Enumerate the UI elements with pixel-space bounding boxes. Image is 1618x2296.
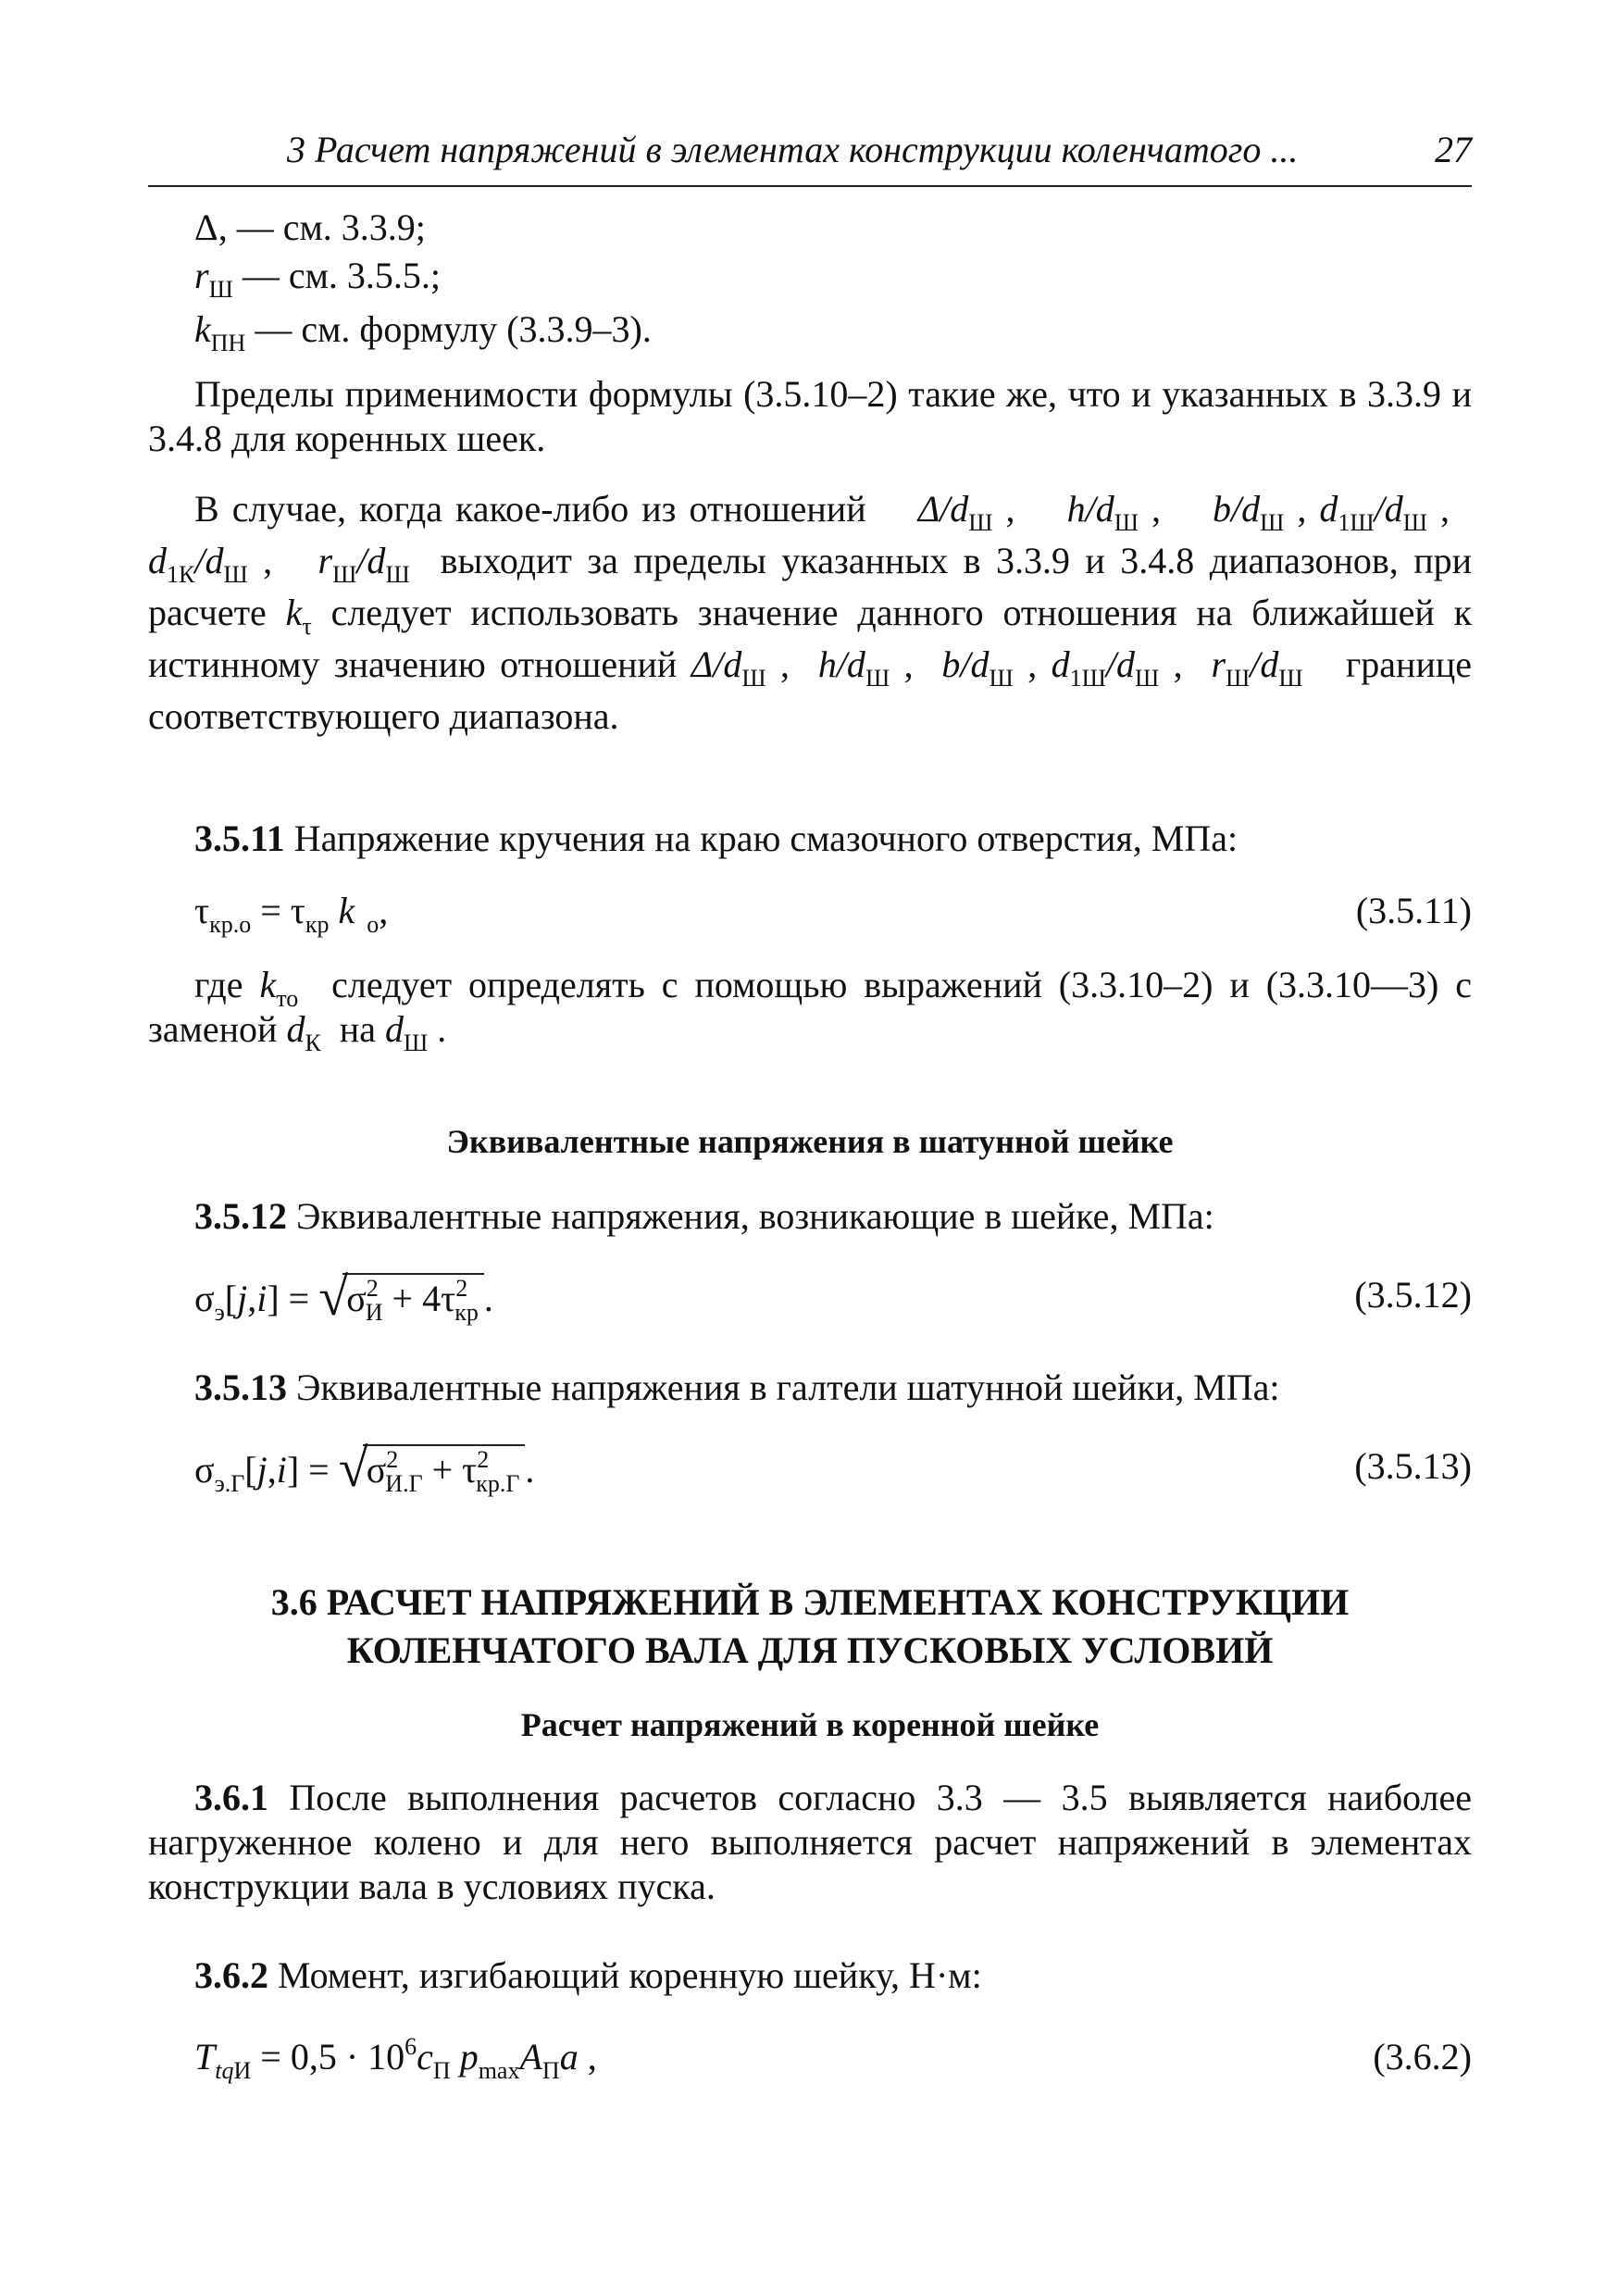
page-header (148, 120, 1472, 187)
clause-text: Напряжение кручения на краю смазочного отверстия, МПа: (284, 817, 1238, 859)
definition-symbol: r (194, 255, 209, 296)
ratio-delta-d: $\Delta/d_Ш$ (917, 488, 993, 536)
where-text-on: на (339, 1008, 376, 1050)
equation-number: (3.5.13) (1354, 1445, 1472, 1487)
paragraph-limits: Пределы применимости формулы (3.5.10–2) такие же, что и указанных в 3.3.9 и 3.4.8 для коренных шеек. (148, 373, 1472, 459)
equation-number: (3.6.2) (1373, 2036, 1472, 2078)
where-text: следует определять с помощью выражений (3.3.10–2) и (3.3.10—3) с заменой (148, 964, 1473, 1050)
definitions-list (194, 206, 1518, 356)
paragraph-case-part4: границе соответствующего диапазона. (148, 643, 1473, 737)
subheading-equivalent-stress: Эквивалентные напряжения в шатунной шейке (446, 1123, 1174, 1160)
equation-3-5-13 (194, 1438, 1472, 1500)
clause-3-6-2 (148, 1953, 1472, 1998)
clause-number: 3.6.2 (194, 1954, 268, 1996)
ratio-b-d: $b/d_Ш$ (1213, 488, 1285, 536)
clause-text: Эквивалентные напряжения в галтели шатунной шейки, МПа: (287, 1366, 1280, 1408)
ratio-d1sh-d: $d_{1Ш}/d_Ш$ (1319, 488, 1428, 536)
clause-number: 3.5.11 (194, 817, 285, 859)
subheading-main-journal: Расчет напряжений в коренной шейке (520, 1706, 1100, 1743)
ratio-h-d-2: $h/d_Ш$ (817, 643, 890, 692)
clause-number: 3.5.12 (194, 1195, 287, 1237)
document-page (148, 120, 1473, 2084)
ratio-delta-d-2: $\Delta/d_Ш$ (691, 643, 766, 692)
ratio-d1sh-d-2: $d_{1Ш}/d_Ш$ (1051, 643, 1160, 692)
definition-symbol: Δ (194, 206, 218, 248)
section-heading-line2: КОЛЕНЧАТОГО ВАЛА ДЛЯ ПУСКОВЫХ УСЛОВИЙ (346, 1629, 1274, 1671)
definition-delta (194, 206, 1518, 254)
equation-3-5-11 (194, 889, 1472, 944)
equation-expression: $\tau_{кр.о} = \tau_{кр}$ k $_о$, (194, 890, 389, 938)
definition-r-sh (194, 254, 1518, 302)
symbol-d-k: $d_К$ (286, 1008, 321, 1056)
clause-3-5-11 (148, 817, 1472, 861)
equation-expression: $T_{tqИ} = 0,5 \cdot 10^6c_П$ $p_{max}A_Пa$ , (194, 2033, 597, 2084)
equation-number: (3.5.11) (1355, 890, 1472, 931)
definition-subscript: ПН (210, 330, 246, 356)
equation-3-6-2 (194, 2035, 1472, 2090)
running-title: 3 Расчет напряжений в элементах конструкции коленчатого ... (287, 129, 1299, 170)
clause-text: Эквивалентные напряжения, возникающие в шейке, МПа: (287, 1195, 1214, 1237)
clause-3-5-12 (148, 1194, 1472, 1239)
ratio-d1k-d: $d_{1К}/d_Ш$ (148, 540, 248, 588)
clause-number: 3.6.1 (194, 1777, 268, 1818)
where-word: где (194, 964, 243, 1005)
definition-subscript: Ш (208, 276, 233, 303)
symbol-k-tau: $k_\tau$ (285, 592, 312, 640)
paragraph-where-3-5-11: где $k_{то}$ следует определять с помощью выражений (3.3.10–2) и (3.3.10—3) с заменой $d_К$ на $d_Ш$ . (148, 964, 1473, 1056)
clause-3-6-1 (148, 1776, 1472, 1909)
symbol-k-to: $k_{то}$ (259, 964, 299, 1012)
definition-text: — см. формулу (3.3.9–3). (245, 308, 652, 350)
equation-expression: $\sigma_э[j,i]$ = √ $\sigma^2_И + 4\tau^2_{кр}$ . (194, 1267, 493, 1327)
paragraph-case-part3: следует использовать значение данного отношения на ближайшей к истинному значению отношений (148, 592, 1472, 685)
paragraph-case-part2: выходит за пределы указанных в 3.3.9 и 3.4.8 диапазонов, при расчете (148, 540, 1473, 633)
page-number: 27 (1435, 129, 1472, 170)
definition-text: , — см. 3.3.9; (218, 206, 426, 248)
definition-k-pn (194, 307, 1518, 356)
ratio-h-d: $h/d_Ш$ (1066, 488, 1139, 536)
ratio-b-d-2: $b/d_Ш$ (941, 643, 1014, 692)
ratio-r-d-2: $r_Ш/d_Ш$ (1211, 643, 1303, 692)
equation-number: (3.5.12) (1354, 1274, 1472, 1316)
ratio-r-d: $r_Ш/d_Ш$ (317, 540, 410, 588)
definition-symbol: k (194, 308, 211, 350)
section-heading-line1: 3.6 РАСЧЕТ НАПРЯЖЕНИЙ В ЭЛЕМЕНТАХ КОНСТРУКЦИИ (270, 1581, 1350, 1623)
definition-text: — см. 3.5.5.; (232, 255, 441, 296)
clause-number: 3.5.13 (194, 1366, 287, 1408)
symbol-d-sh: $d_Ш$ (384, 1008, 429, 1056)
paragraph-case: В случае, когда какое-либо из отношений $\Delta/d_Ш$ , $h/d_Ш$ , $b/d_Ш$ , $d_{1Ш}/d_Ш$ , $d_{1К}/d_Ш$ , $r_Ш/d_Ш$ выходит за пределы указанных в 3.3.9 и 3.4.8 диапазонов, при расчете $k_\tau$ следует использовать значение данного отношения на ближайшей к истинному значению отношений $\Delta/d_Ш$ , $h/d_Ш$ , $b/d_Ш$ , $d_{1Ш}/d_Ш$ , $r_Ш/d_Ш$ границе соответствующего диапазона. (148, 488, 1473, 737)
clause-text: Момент, изгибающий коренную шейку, Н·м: (268, 1954, 982, 1996)
section-heading-3-6 (148, 1578, 1472, 1675)
clause-text: После выполнения расчетов согласно 3.3 — 3.5 выявляется наиболее нагруженное колено и для него выполняется расчет напряжений в элементах конструкции вала в условиях пуска. (148, 1777, 1472, 1907)
paragraph-case-part1: В случае, когда какое-либо из отношений (194, 488, 866, 530)
equation-3-5-12 (194, 1267, 1472, 1329)
equation-expression: $\sigma_{э.Г}[j,i]$ = √ $\sigma^2_{И.Г} + \tau^2_{кр.Г}$ . (194, 1438, 535, 1498)
clause-3-5-13 (148, 1366, 1472, 1410)
